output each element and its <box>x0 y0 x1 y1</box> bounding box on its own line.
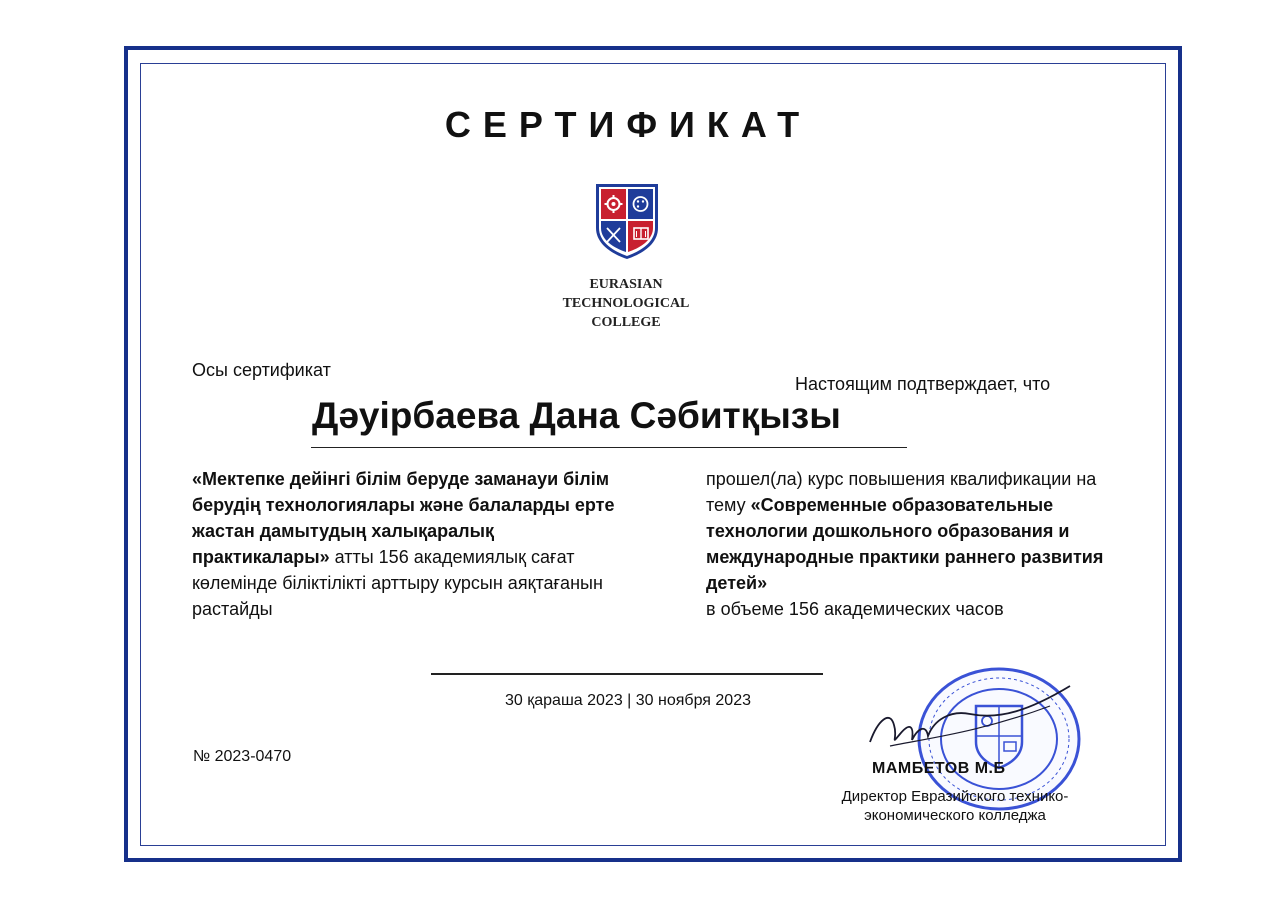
signer-title-line1: Директор Евразийского технико- <box>841 788 1069 805</box>
course-title-ru: «Современные образовательные технологии дошкольного образования и международные практики раннего развития детей» <box>706 495 1104 593</box>
college-shield-logo-icon <box>594 182 660 265</box>
recipient-name: Дәуірбаева Дана Сәбитқызы <box>312 395 841 436</box>
course-title-kz: «Мектепке дейінгі білім беруде заманауи білім берудің технологиялары және балаларды ерте жастан дамытудың халықаралық практикалары» <box>192 469 615 567</box>
course-hours-ru: в объеме 156 академических часов <box>706 599 1004 619</box>
certificate-number: № 2023-0470 <box>193 748 292 765</box>
intro-text-kz: Осы сертификат <box>192 360 331 380</box>
course-lead-ru: прошел(ла) курс повышения квалификации на тему <box>706 469 1097 515</box>
college-name-line3: COLLEGE <box>591 315 661 330</box>
name-underline <box>311 447 907 448</box>
intro-text-ru: Настоящим подтверждает, что <box>795 374 1051 394</box>
college-name-line2: TECHNOLOGICAL <box>562 296 690 311</box>
certificate-date: 30 қараша 2023 | 30 ноября 2023 <box>505 692 751 709</box>
signer-title-line2: экономического колледжа <box>864 807 1046 824</box>
course-description-kz <box>192 466 632 622</box>
course-details-kz: атты 156 академиялық сағат көлемінде біліктілікті арттыру курсын аяқтағанын растайды <box>192 547 603 619</box>
college-name-line1: EURASIAN <box>589 277 663 292</box>
handwritten-signature-icon <box>860 680 1090 765</box>
signer-name: МАМБЕТОВ М.Б <box>872 760 1006 777</box>
certificate-title: СЕРТИФИКАТ <box>444 104 812 145</box>
course-description-ru <box>706 466 1126 622</box>
date-separator-line <box>431 673 823 675</box>
